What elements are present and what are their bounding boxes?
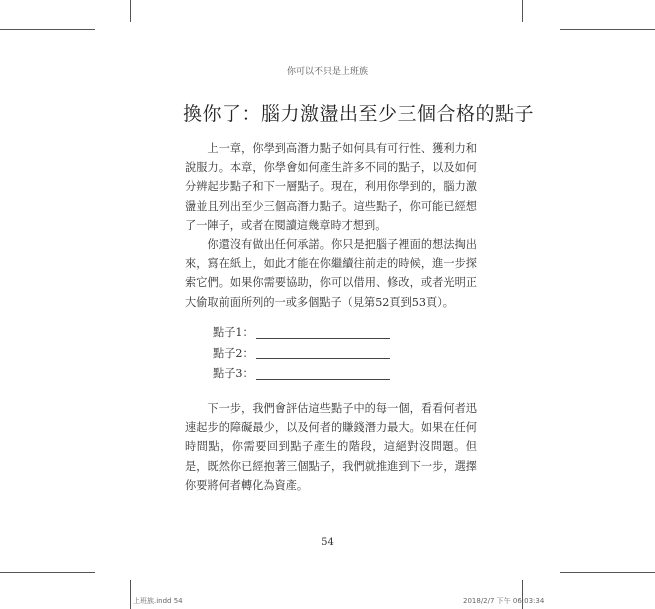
idea-label: 點子1： <box>213 326 254 339</box>
idea-row <box>213 344 390 365</box>
idea-label: 點子2： <box>213 346 254 360</box>
slug-file: 上班族.indd 54 <box>133 597 183 605</box>
slug-timestamp: 2018/2/7 下午 06:03:34 <box>463 597 545 605</box>
idea-row <box>213 364 390 385</box>
fill-in-line <box>256 379 390 380</box>
idea-label: 點子3： <box>213 367 254 380</box>
body-text <box>185 139 477 312</box>
running-head: 你可以不只是上班族 <box>286 67 368 77</box>
paragraph: 下一步，我們會評估這些點子中的每一個，看看何者迅速起步的障礙最少，以及何者的賺錢潛力最大。如果在任何時間點，你需要回到點子產生的階段，這絕對沒問題。但是，既然你已經抱著三個點子，我們就推進到下一步，選擇你要將何者轉化為資產。 <box>185 402 477 492</box>
idea-row <box>213 323 390 344</box>
book-page <box>65 0 590 609</box>
fill-in-line <box>256 358 390 359</box>
closing-text <box>185 399 477 495</box>
paragraph: 你還沒有做出任何承諾。你只是把腦子裡面的想法掏出來，寫在紙上，如此才能在你繼續往前走的時候，進一步探索它們。如果你需要協助，你可以借用、修改，或者光明正大偷取前面所列的一或多個點子（見第52頁到53頁）。 <box>185 238 477 309</box>
page-number: 54 <box>321 537 334 548</box>
fill-in-line <box>256 338 390 339</box>
paragraph: 上一章，你學到高潛力點子如何具有可行性、獲利力和說服力。本章，你學會如何產生許多不同的點子，以及如何分辨起步點子和下一層點子。現在，利用你學到的，腦力激盪並且列出至少三個高潛力點子。這些點子，你可能已經想了一陣子，或者在閱讀這幾章時才想到。 <box>185 142 477 232</box>
idea-blanks <box>213 323 390 385</box>
chapter-title: 換你了：腦力激盪出至少三個合格的點子 <box>183 103 535 125</box>
